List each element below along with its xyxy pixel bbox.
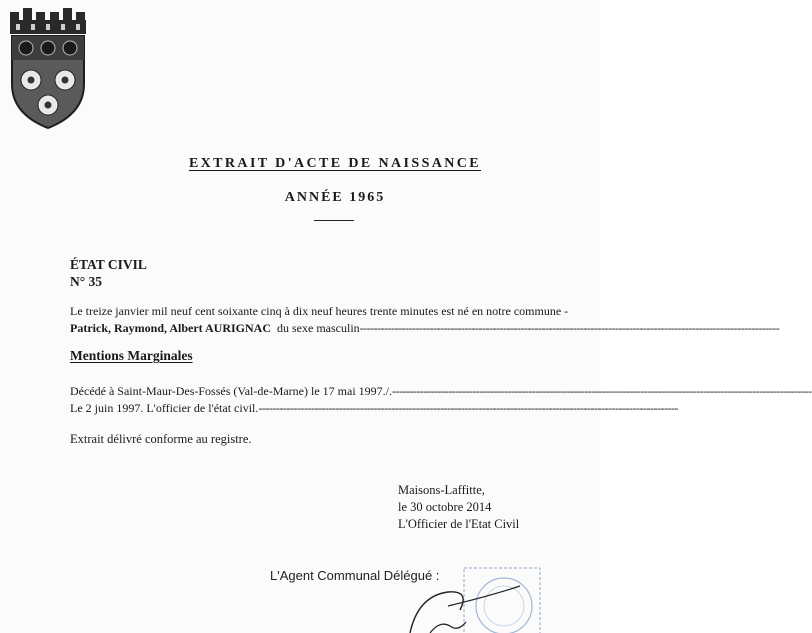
birth-statement-line-1: Le treize janvier mil neuf cent soixante cinq à dix neuf heures trente minutes est né en notre commune - [70,304,569,318]
section-label: ÉTAT CIVIL [70,257,147,272]
birth-name: Patrick, Raymond, Albert AURIGNAC [70,321,271,335]
official-stamp-icon [400,566,600,633]
birth-statement-line-2 [70,321,780,336]
act-number: N° 35 [70,274,103,289]
dash-fill: ------------------------------------------------------------------------------------------------------------------------ [258,401,678,415]
section-heading [70,256,147,290]
document-title: EXTRAIT D'ACTE DE NAISSANCE [188,156,482,171]
divider [314,220,354,221]
conformity-statement: Extrait délivré conforme au registre. [70,432,252,446]
issue-date: le 30 octobre 2014 [398,500,492,514]
coat-of-arms-icon [4,6,92,130]
mention-line-1 [70,384,812,399]
dash-fill: ------------------------------------------------------------------------------------------------------------------------ [392,384,812,398]
mention-line-2 [70,401,678,416]
mention-2: Le 2 juin 1997. L'officier de l'état civil. [70,401,259,415]
agent-label: L'Agent Communal Délégué : [270,568,440,583]
mention-1: Décédé à Saint-Maur-Des-Fossés (Val-de-Marne) le 17 mai 1997./. [70,384,392,398]
year-label: ANNÉE 1965 [284,190,386,205]
dash-fill: ------------------------------------------------------------------------------------------------------------------------ [359,321,780,335]
birth-sex: du sexe masculin [277,321,360,335]
mentions-heading: Mentions Marginales [70,348,193,363]
officer-title: L'Officier de l'Etat Civil [398,517,520,531]
signature-block [398,482,519,533]
issue-place: Maisons-Laffitte, [398,483,485,497]
